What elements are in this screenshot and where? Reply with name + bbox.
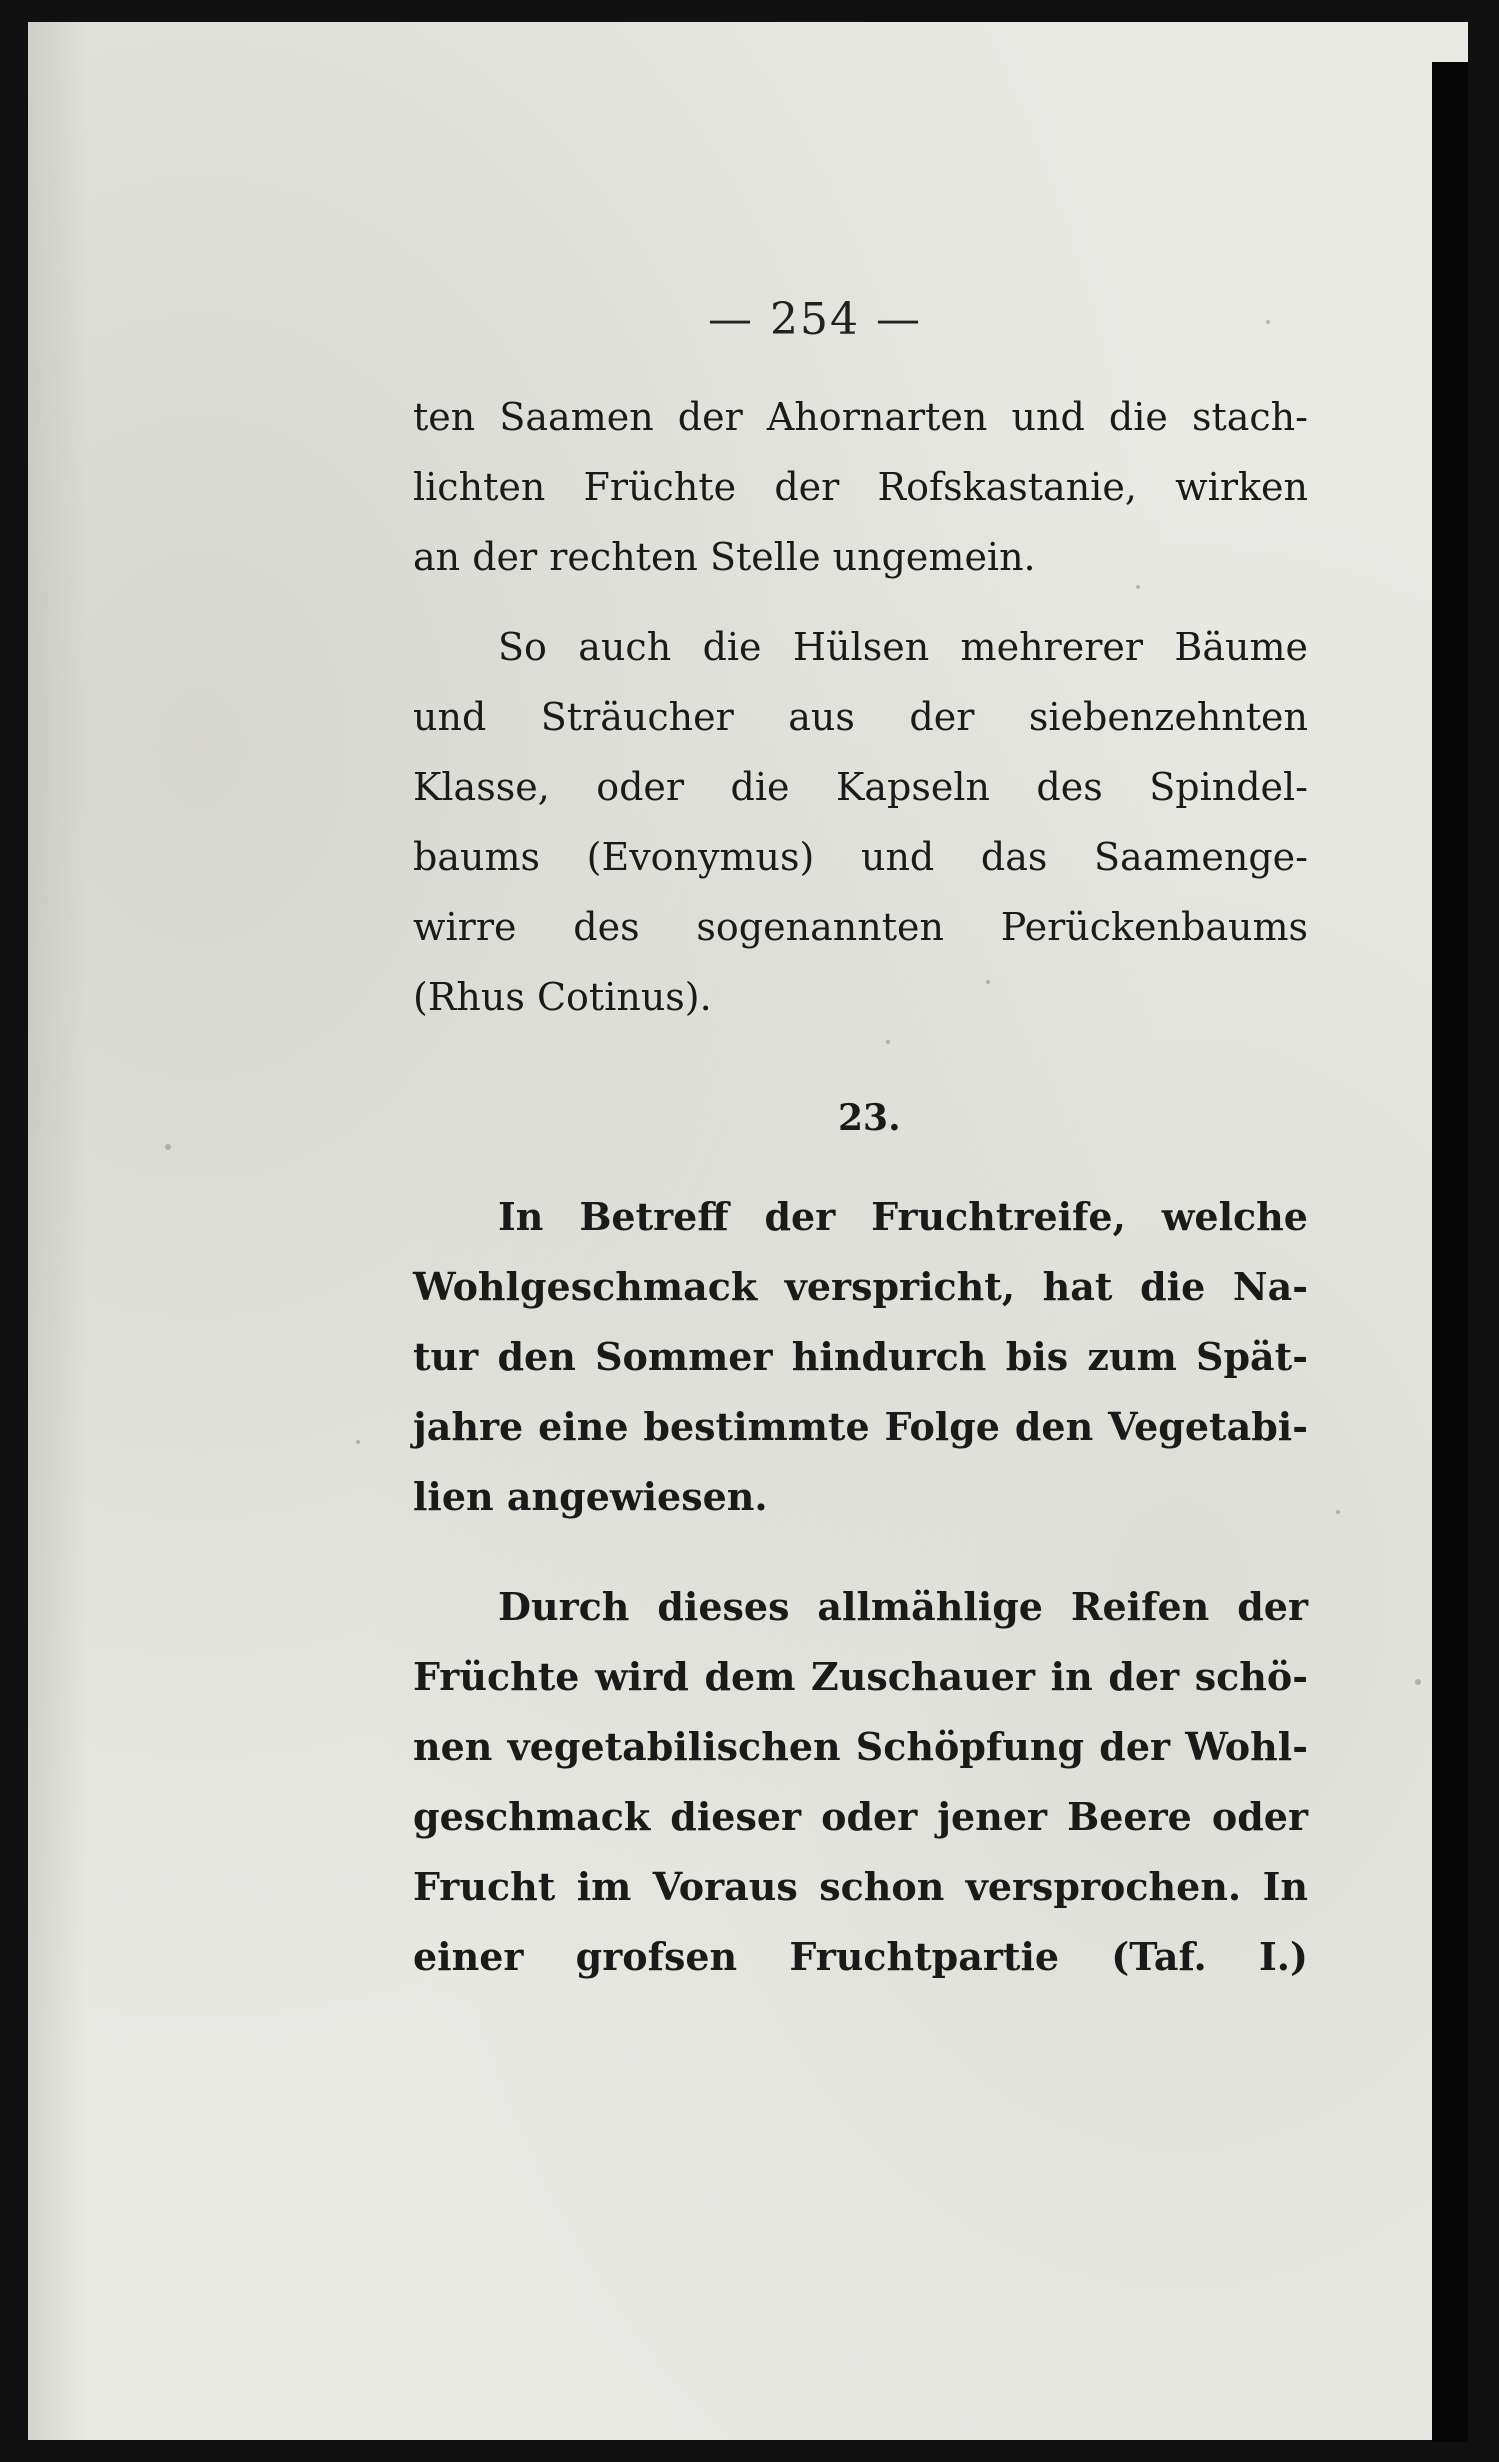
- text-line: jahre eine bestimmte Folge den Vegetabi-: [413, 1404, 1308, 1449]
- text-line: wirre des sogenannten Perückenbaums: [413, 905, 1308, 949]
- text-line: geschmack dieser oder jener Beere oder: [413, 1794, 1308, 1839]
- text-line: tur den Sommer hindurch bis zum Spät-: [413, 1334, 1308, 1379]
- text-line: lichten Früchte der Rofskastanie, wirken: [413, 465, 1308, 509]
- text-line: baums (Evonymus) und das Saamenge-: [413, 835, 1308, 879]
- text-line: Frucht im Voraus schon versprochen. In: [413, 1864, 1308, 1909]
- section-number: 23.: [838, 1097, 901, 1139]
- text-line: nen vegetabilischen Schöpfung der Wohl-: [413, 1724, 1308, 1769]
- text-line: Durch dieses allmählige Reifen der: [498, 1584, 1308, 1629]
- text-line: Früchte wird dem Zuschauer in der schö-: [413, 1654, 1308, 1699]
- text-line: einer grofsen Fruchtpartie (Taf. I.): [413, 1934, 1308, 1979]
- text-line: Wohlgeschmack verspricht, hat die Na-: [413, 1264, 1308, 1309]
- text-line: ten Saamen der Ahornarten und die stach-: [413, 395, 1308, 439]
- text-line: und Sträucher aus der siebenzehnten: [413, 695, 1308, 739]
- book-page: [28, 22, 1468, 2440]
- text-line: lien angewiesen.: [413, 1474, 768, 1519]
- page-edge-shadow: [1432, 62, 1468, 2442]
- text-line: an der rechten Stelle ungemein.: [413, 535, 1036, 579]
- page-number-header: — 254 —: [708, 294, 922, 345]
- text-line: In Betreff der Fruchtreife, welche: [498, 1194, 1308, 1239]
- text-line: So auch die Hülsen mehrerer Bäume: [498, 625, 1308, 669]
- text-line: (Rhus Cotinus).: [413, 975, 712, 1019]
- text-line: Klasse, oder die Kapseln des Spindel-: [413, 765, 1308, 809]
